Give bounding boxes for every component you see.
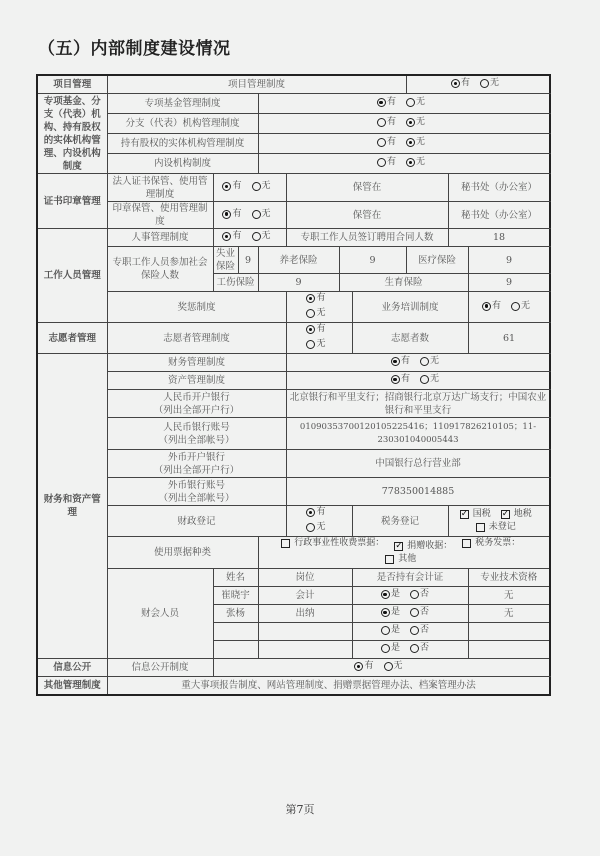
accountant-name [213, 641, 258, 659]
value-other-mgmt: 重大事项报告制度、网站管理制度、捐赠票据管理办法、档案管理办法 [107, 677, 550, 696]
label-unemployment: 失业保险 [213, 247, 238, 274]
radio-no[interactable]: 无 [306, 521, 325, 534]
label-fund-policy: 专项基金管理制度 [107, 94, 258, 114]
radio-accountant-certified[interactable] [352, 623, 468, 641]
radio-equity-policy[interactable] [258, 134, 550, 154]
section-other-mgmt: 其他管理制度 [37, 677, 107, 696]
section-volunteer-mgmt: 志愿者管理 [37, 323, 107, 354]
radio-yes[interactable]: 是 [381, 624, 400, 637]
radio-no[interactable]: 无 [406, 136, 425, 149]
radio-no[interactable]: 否 [410, 606, 429, 619]
section-finance-mgmt: 财务和资产管理 [37, 354, 107, 659]
radio-unchecked-icon [384, 662, 393, 671]
radio-no[interactable]: 无 [384, 660, 403, 673]
label-cert-policy: 法人证书保管、使用管理制度 [107, 174, 213, 202]
radio-yes[interactable]: 有 [377, 96, 396, 109]
radio-yes[interactable]: 是 [381, 606, 400, 619]
label-fiscal-reg: 财政登记 [107, 506, 286, 537]
checkbox-checked-icon: ✓ [460, 508, 469, 519]
checkbox[interactable]: ✓ 捐赠收据： [395, 541, 453, 551]
radio-unchecked-icon [377, 138, 386, 147]
radio-no[interactable]: 否 [410, 642, 429, 655]
radio-hr-policy[interactable] [213, 229, 286, 247]
label-seal-kept: 保管在 [286, 202, 448, 229]
accountant-name: 张杨 [213, 605, 258, 623]
label-fx-bank: 外币开户银行 （列出全部开户行） [107, 450, 286, 478]
label-pension: 养老保险 [258, 247, 339, 274]
radio-unchecked-icon [377, 118, 386, 127]
checkbox-unchecked-icon [476, 523, 485, 532]
radio-yes[interactable]: 有 [306, 292, 325, 305]
radio-accountant-certified[interactable] [352, 587, 468, 605]
value-injury: 9 [258, 274, 339, 292]
label-medical: 医疗保险 [406, 247, 468, 274]
radio-no[interactable]: 否 [410, 624, 429, 637]
checkbox-unchecked-icon [462, 539, 471, 548]
checkbox-checked-icon: ✓ [501, 508, 510, 519]
header-qualification: 专业技术资格 [468, 569, 550, 587]
radio-checked-icon [451, 79, 460, 88]
radio-no[interactable]: 无 [420, 373, 439, 386]
label-branch-policy: 分支（代表）机构管理制度 [107, 114, 258, 134]
radio-yes[interactable]: 有 [354, 660, 373, 673]
radio-unchecked-icon [420, 357, 429, 366]
radio-no[interactable]: 无 [252, 180, 271, 193]
radio-unchecked-icon [511, 302, 520, 311]
label-training-policy: 业务培训制度 [352, 292, 468, 323]
label-equity-policy: 持有股权的实体机构管理制度 [107, 134, 258, 154]
checkbox-group-receipt-types[interactable] [258, 537, 550, 569]
row-branch-policy [37, 114, 550, 134]
row-fx-account [37, 478, 550, 506]
label-maternity: 生育保险 [339, 274, 468, 292]
radio-no[interactable]: 无 [480, 77, 499, 90]
row-other-mgmt [37, 677, 550, 696]
row-rmb-account [37, 418, 550, 450]
page-title: （五）内部制度建设情况 [38, 39, 231, 59]
label-tax-reg: 税务登记 [352, 506, 448, 537]
section-info-disclosure: 信息公开 [37, 659, 107, 677]
accountant-name [213, 623, 258, 641]
radio-no[interactable]: 无 [306, 307, 325, 320]
radio-disclosure-policy[interactable] [213, 659, 550, 677]
label-asset-policy: 资产管理制度 [107, 372, 286, 390]
label-fx-account: 外币银行账号 （列出全部帐号） [107, 478, 286, 506]
radio-unchecked-icon [420, 375, 429, 384]
checkbox-checked-icon: ✓ [395, 541, 403, 551]
row-insurance-1 [37, 247, 550, 274]
label-volunteer-count: 志愿者数 [352, 323, 468, 354]
radio-checked-icon [482, 302, 491, 311]
value-rmb-bank: 北京银行和平里支行；招商银行北京万达广场支行；中国农业银行和平里支行 [286, 390, 550, 418]
checkbox[interactable]: 税务发票： [462, 537, 520, 550]
radio-checked-icon [406, 138, 415, 147]
row-fund-policy [37, 94, 550, 114]
radio-unchecked-icon [410, 590, 419, 599]
radio-checked-icon [306, 325, 315, 334]
value-medical: 9 [468, 247, 550, 274]
row-info-disclosure [37, 659, 550, 677]
radio-unchecked-icon [480, 79, 489, 88]
label-disclosure-policy: 信息公开制度 [107, 659, 213, 677]
checkbox[interactable]: 行政事业性收费票据： [281, 537, 384, 550]
checkbox-unchecked-icon [385, 555, 394, 564]
accountant-qualification [468, 623, 550, 641]
label-receipt-types: 使用票据种类 [107, 537, 258, 569]
radio-project-policy[interactable] [406, 75, 550, 94]
row-fiscal-tax [37, 506, 550, 537]
radio-yes[interactable]: 有 [377, 116, 396, 129]
value-rmb-account: 01090353700120105225416；110917826210105；11-230301040005443 [286, 418, 550, 450]
radio-checked-icon [406, 158, 415, 167]
radio-no[interactable]: 无 [406, 116, 425, 129]
row-fx-bank [37, 450, 550, 478]
radio-checked-icon [222, 182, 231, 191]
radio-unchecked-icon [306, 340, 315, 349]
radio-unchecked-icon [381, 626, 390, 635]
row-rmb-bank [37, 390, 550, 418]
row-receipt-types [37, 537, 550, 569]
value-fx-bank: 中国银行总行营业部 [286, 450, 550, 478]
radio-checked-icon [391, 357, 400, 366]
radio-no[interactable]: 否 [410, 588, 429, 601]
accountant-post: 出纳 [258, 605, 352, 623]
section-branch-mgmt: 专项基金、分支（代表）机构、持有股权的实体机构管理、内设机构制度 [37, 94, 107, 174]
radio-unchecked-icon [377, 158, 386, 167]
radio-yes[interactable]: 有 [222, 180, 241, 193]
checkbox[interactable]: ✓ 国税 [460, 508, 491, 519]
radio-checked-icon [354, 662, 363, 671]
radio-finance-policy[interactable] [286, 354, 550, 372]
header-post: 岗位 [258, 569, 352, 587]
radio-training-policy[interactable] [468, 292, 550, 323]
label-hr-policy: 人事管理制度 [107, 229, 213, 247]
accountant-post [258, 641, 352, 659]
radio-checked-icon [377, 98, 386, 107]
label-accountants: 财会人员 [107, 569, 213, 659]
label-cert-kept: 保管在 [286, 174, 448, 202]
row-cert-policy [37, 174, 550, 202]
radio-no[interactable]: 无 [252, 208, 271, 221]
radio-fiscal-reg[interactable] [286, 506, 352, 537]
label-contract-count: 专职工作人员签订聘用合同人数 [286, 229, 448, 247]
radio-no[interactable]: 无 [420, 355, 439, 368]
radio-yes[interactable]: 有 [391, 373, 410, 386]
accountant-name: 崔晓宇 [213, 587, 258, 605]
label-internal-org-policy: 内设机构制度 [107, 154, 258, 174]
radio-checked-icon [391, 375, 400, 384]
radio-yes[interactable]: 有 [222, 230, 241, 243]
accountant-post: 会计 [258, 587, 352, 605]
radio-no[interactable]: 无 [511, 300, 530, 313]
label-rmb-account: 人民币银行账号 （列出全部帐号） [107, 418, 286, 450]
radio-unchecked-icon [306, 309, 315, 318]
radio-reward-policy[interactable] [286, 292, 352, 323]
radio-checked-icon [306, 508, 315, 517]
row-project-mgmt [37, 75, 550, 94]
label-reward-policy: 奖惩制度 [107, 292, 286, 323]
radio-no[interactable]: 无 [306, 338, 325, 351]
row-seal-policy [37, 202, 550, 229]
radio-no[interactable]: 无 [406, 156, 425, 169]
radio-yes[interactable]: 是 [381, 588, 400, 601]
radio-yes[interactable]: 有 [377, 136, 396, 149]
row-asset-policy [37, 372, 550, 390]
label-project-policy: 项目管理制度 [107, 75, 406, 94]
label-volunteer-policy: 志愿者管理制度 [107, 323, 286, 354]
radio-volunteer-policy[interactable] [286, 323, 352, 354]
label-seal-policy: 印章保管、使用管理制度 [107, 202, 213, 229]
radio-checked-icon [381, 608, 390, 617]
checkbox[interactable]: 其他 [385, 553, 416, 566]
radio-checked-icon [306, 294, 315, 303]
radio-yes[interactable]: 是 [381, 642, 400, 655]
radio-unchecked-icon [252, 182, 261, 191]
section-staff-mgmt: 工作人员管理 [37, 229, 107, 323]
accountant-qualification: 无 [468, 605, 550, 623]
radio-checked-icon [222, 232, 231, 241]
accountant-qualification [468, 641, 550, 659]
section-project-mgmt: 项目管理 [37, 75, 107, 94]
value-pension: 9 [339, 247, 406, 274]
radio-branch-policy[interactable] [258, 114, 550, 134]
row-reward-training [37, 292, 550, 323]
header-name: 姓名 [213, 569, 258, 587]
radio-cert-policy[interactable] [213, 174, 286, 202]
value-fx-account: 778350014885 [286, 478, 550, 506]
radio-unchecked-icon [406, 98, 415, 107]
checkbox-group-tax-reg[interactable] [448, 506, 550, 537]
radio-unchecked-icon [306, 523, 315, 532]
radio-unchecked-icon [410, 608, 419, 617]
section-seal-mgmt: 证书印章管理 [37, 174, 107, 229]
radio-yes[interactable]: 有 [482, 300, 501, 313]
row-hr-policy [37, 229, 550, 247]
radio-unchecked-icon [410, 626, 419, 635]
row-accountants-header [37, 569, 550, 587]
radio-seal-policy[interactable] [213, 202, 286, 229]
page-number: 第7页 [285, 803, 315, 816]
radio-fund-policy[interactable] [258, 94, 550, 114]
radio-no[interactable]: 无 [252, 230, 271, 243]
checkbox[interactable]: 未登记 [476, 521, 516, 534]
radio-checked-icon [222, 210, 231, 219]
radio-accountant-certified[interactable] [352, 641, 468, 659]
radio-unchecked-icon [252, 210, 261, 219]
radio-asset-policy[interactable] [286, 372, 550, 390]
radio-checked-icon [406, 118, 415, 127]
radio-yes[interactable]: 有 [306, 323, 325, 336]
label-rmb-bank: 人民币开户银行 （列出全部开户行） [107, 390, 286, 418]
row-finance-policy [37, 354, 550, 372]
value-cert-kept: 秘书处（办公室） [448, 174, 550, 202]
value-maternity: 9 [468, 274, 550, 292]
radio-yes[interactable]: 有 [377, 156, 396, 169]
radio-yes[interactable]: 有 [391, 355, 410, 368]
radio-accountant-certified[interactable] [352, 605, 468, 623]
value-volunteer-count: 61 [468, 323, 550, 354]
header-certified: 是否持有会计证 [352, 569, 468, 587]
radio-no[interactable]: 无 [406, 96, 425, 109]
radio-yes[interactable]: 有 [222, 208, 241, 221]
label-finance-policy: 财务管理制度 [107, 354, 286, 372]
radio-unchecked-icon [252, 232, 261, 241]
internal-policy-table [36, 74, 551, 696]
radio-internal-org-policy[interactable] [258, 154, 550, 174]
row-equity-policy [37, 134, 550, 154]
value-seal-kept: 秘书处（办公室） [448, 202, 550, 229]
accountant-qualification: 无 [468, 587, 550, 605]
value-contract-count: 18 [448, 229, 550, 247]
label-insurance: 专职工作人员参加社会保险人数 [107, 247, 213, 292]
radio-checked-icon [381, 590, 390, 599]
radio-yes[interactable]: 有 [306, 506, 325, 519]
checkbox[interactable]: ✓ 地税 [501, 508, 532, 519]
label-injury: 工伤保险 [213, 274, 258, 292]
row-volunteer [37, 323, 550, 354]
radio-unchecked-icon [410, 644, 419, 653]
radio-unchecked-icon [381, 644, 390, 653]
value-unemployment: 9 [238, 247, 258, 274]
checkbox-unchecked-icon [281, 539, 290, 548]
accountant-post [258, 623, 352, 641]
row-internal-org-policy [37, 154, 550, 174]
radio-yes[interactable]: 有 [451, 77, 470, 90]
